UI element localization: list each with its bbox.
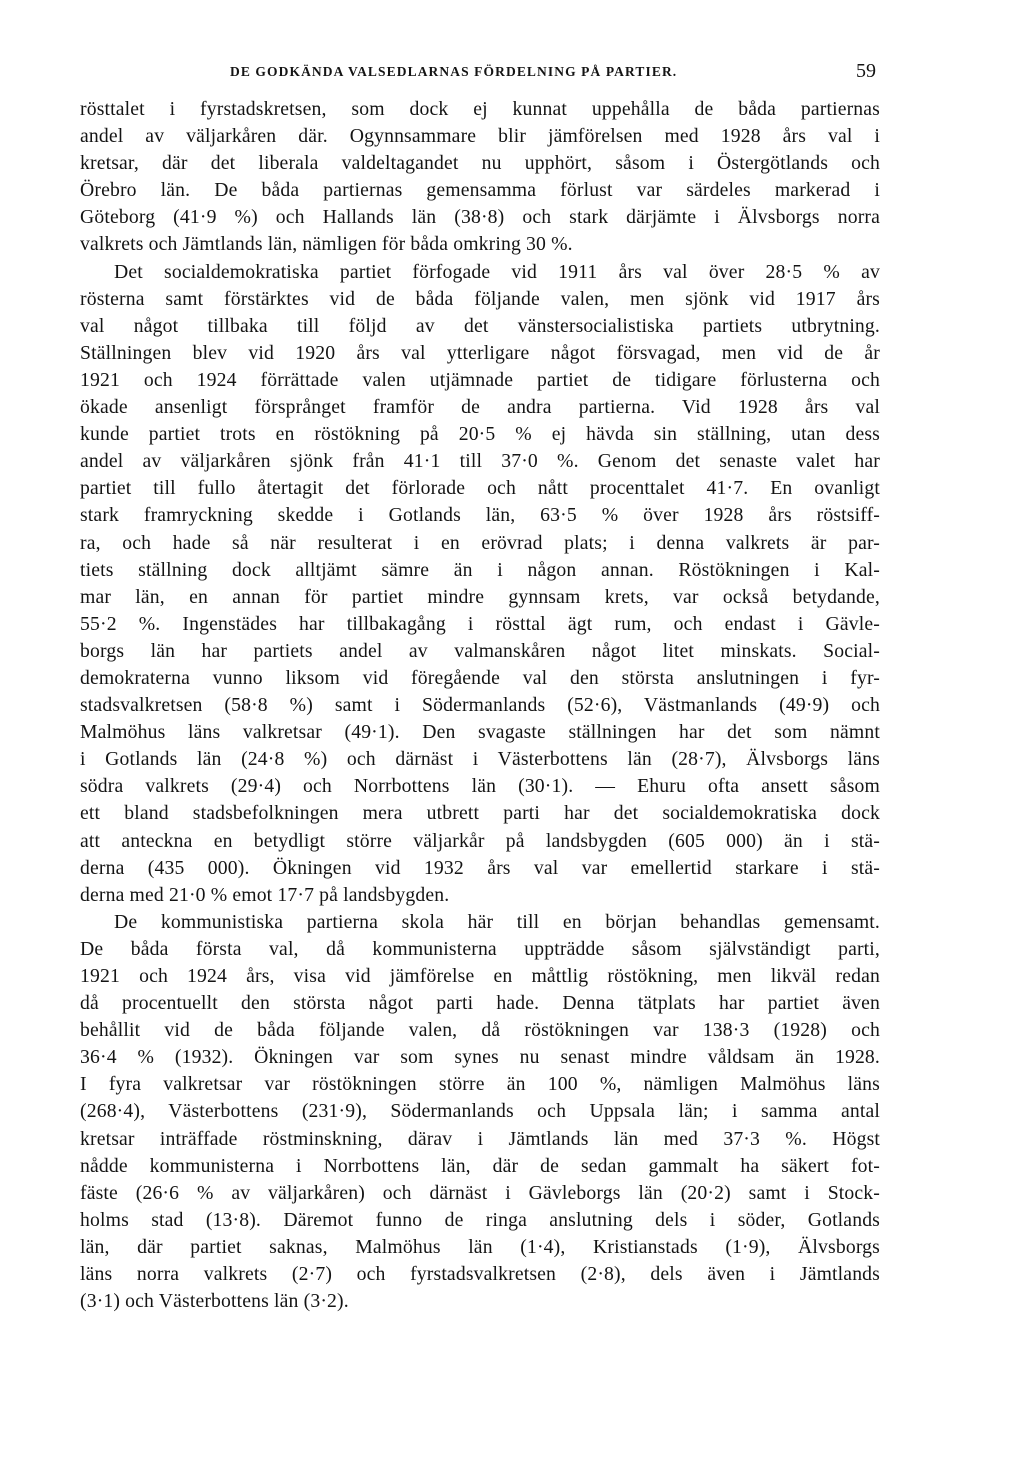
- text-line: stark framryckning skedde i Gotlands län, 63·5 % över 1928 års röstsiff-: [80, 504, 880, 527]
- text-line: 1921 och 1924 års, visa vid jämförelse en måttlig röstökning, men likväl redan: [80, 965, 880, 987]
- text-line: borgs län har partiets andel av valmanskåren något litet minskats. Social-: [80, 639, 880, 662]
- text-line: ra, och hade så när resulterat i en erövrad plats; i denna valkrets är par-: [80, 531, 880, 554]
- text-line: andel av väljarkåren där. Ogynnsammare blir jämförelsen med 1928 års val i: [80, 125, 880, 148]
- text-line: I fyra valkretsar var röstökningen större än 100 %, nämligen Malmöhus läns: [80, 1073, 880, 1096]
- text-line: i Gotlands län (24·8 %) och därnäst i Västerbottens län (28·7), Älvsborgs läns: [80, 748, 880, 771]
- text-line: kunde partiet trots en röstökning på 20·5 % ej hävda sin ställning, utan dess: [80, 423, 880, 446]
- text-line: 55·2 %. Ingenstädes har tillbakagång i rösttal ägt rum, och endast i Gävle-: [80, 612, 880, 635]
- text-line: De båda första val, då kommunisterna uppträdde såsom självständigt parti,: [80, 937, 880, 960]
- text-line: tiets ställning dock alltjämt sämre än i någon annan. Röstökningen i Kal-: [80, 558, 880, 581]
- text-line: nådde kommunisterna i Norrbottens län, där de sedan gammalt ha säkert fot-: [80, 1154, 880, 1177]
- text-line: kretsar inträffade röstminskning, därav i Jämtlands län med 37·3 %. Högst: [80, 1127, 880, 1150]
- text-line: andel av väljarkåren sjönk från 41·1 till 37·0 %. Genom det senaste valet har: [80, 450, 880, 473]
- text-line: fäste (26·6 % av väljarkåren) och därnäst i Gävleborgs län (20·2) samt i Stock-: [80, 1181, 880, 1204]
- text-line: De kommunistiska partierna skola här till en början behandlas gemensamt.: [114, 910, 880, 933]
- text-line: mar län, en annan för partiet mindre gynnsam krets, var också betydande,: [80, 585, 880, 608]
- text-line: (3·1) och Västerbottens län (3·2).: [80, 1290, 349, 1313]
- text-line: demokraterna vunno liksom vid föregående val den största anslutningen i fyr-: [80, 666, 880, 689]
- text-line: derna med 21·0 % emot 17·7 på landsbygden.: [80, 883, 450, 906]
- running-title: DE GODKÄNDA VALSEDLARNAS FÖRDELNING PÅ PARTIER.: [230, 64, 678, 79]
- text-line: partiet till fullo återtagit det förlorade och nått procenttalet 41·7. En ovanligt: [80, 477, 880, 500]
- text-line: 1921 och 1924 förrättade valen utjämnade partiet de tidigare förlusterna och: [80, 368, 880, 391]
- running-head: [80, 60, 880, 90]
- text-line: kretsar, där det liberala valdeltagandet nu upphört, såsom i Östergötlands och: [80, 152, 880, 175]
- text-line: Ställningen blev vid 1920 års val ytterligare något försvagad, men vid de år: [80, 341, 880, 364]
- text-line: ökade ansenligt försprånget framför de andra partierna. Vid 1928 års val: [80, 396, 880, 419]
- text-line: södra valkrets (29·4) och Norrbottens län (30·1). — Ehuru ofta ansett såsom: [80, 775, 880, 798]
- text-line: ett bland stadsbefolkningen mera utbrett parti har det socialdemokratiska dock: [80, 802, 880, 825]
- text-line: Det socialdemokratiska partiet förfogade vid 1911 års val över 28·5 % av: [114, 260, 880, 283]
- text-line: Malmöhus läns valkretsar (49·1). Den svagaste ställningen har det som nämnt: [80, 721, 880, 744]
- page-number: 59: [856, 60, 876, 82]
- text-line: valkrets och Jämtlands län, nämligen för båda omkring 30 %.: [80, 233, 573, 256]
- text-line: rösttalet i fyrstadskretsen, som dock ej kunnat uppehålla de båda partiernas: [80, 98, 880, 120]
- text-line: rösterna samt förstärktes vid de båda följande valen, men sjönk vid 1917 års: [80, 287, 880, 310]
- text-line: val något tillbaka till följd av det vänstersocialistiska partiets utbrytning.: [80, 314, 880, 337]
- text-line: Göteborg (41·9 %) och Hallands län (38·8) och stark därjämte i Älvsborgs norra: [80, 206, 880, 229]
- text-line: stadsvalkretsen (58·8 %) samt i Södermanlands (52·6), Västmanlands (49·9) och: [80, 694, 880, 717]
- text-line: 36·4 % (1932). Ökningen var som synes nu senast mindre våldsam än 1928.: [80, 1046, 880, 1069]
- text-line: derna (435 000). Ökningen vid 1932 års val var emellertid starkare i stä-: [80, 856, 880, 879]
- body-text: [80, 96, 880, 1315]
- text-line: län, där partiet saknas, Malmöhus län (1·4), Kristianstads (1·9), Älvsborgs: [80, 1235, 880, 1258]
- text-line: behållit vid de båda följande valen, då röstökningen var 138·3 (1928) och: [80, 1019, 880, 1042]
- text-line: då procentuellt den största något parti hade. Denna tätplats har partiet även: [80, 992, 880, 1015]
- text-line: holms stad (13·8). Däremot funno de ringa anslutning dels i söder, Gotlands: [80, 1208, 880, 1231]
- text-line: att anteckna en betydligt större väljarkår på landsbygden (605 000) än i stä-: [80, 829, 880, 852]
- text-line: (268·4), Västerbottens (231·9), Södermanlands och Uppsala län; i samma antal: [80, 1100, 880, 1123]
- text-line: Örebro län. De båda partiernas gemensamma förlust var särdeles markerad i: [80, 179, 880, 202]
- document-page: [80, 60, 880, 1315]
- text-line: läns norra valkrets (2·7) och fyrstadsvalkretsen (2·8), dels även i Jämtlands: [80, 1263, 880, 1286]
